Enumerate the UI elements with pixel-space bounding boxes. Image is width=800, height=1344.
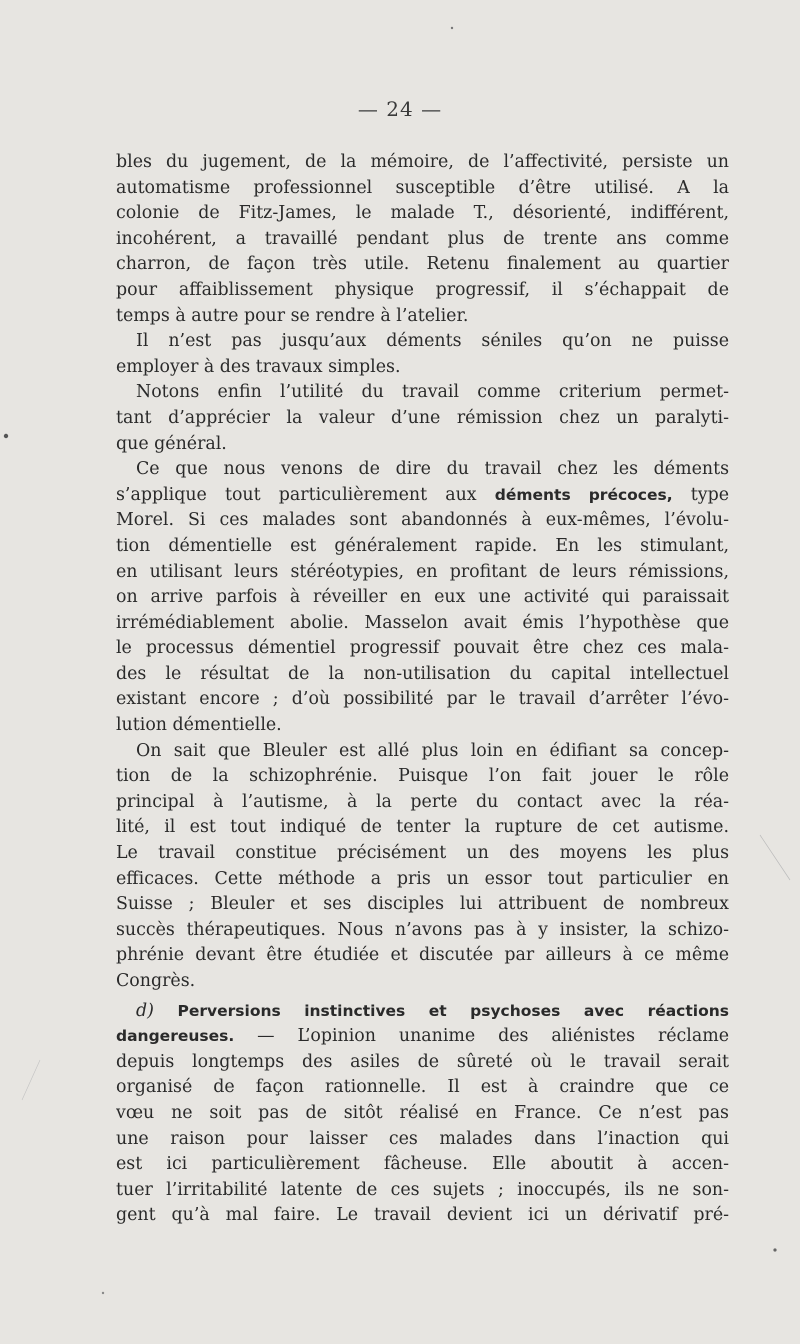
section-letter: d) bbox=[136, 1000, 154, 1021]
text-line: temps à autre pour se rendre à l’atelier. bbox=[116, 305, 469, 326]
text-line: que général. bbox=[116, 433, 227, 454]
text-line: Ce que nous venons de dire du travail chez les déments bbox=[136, 459, 729, 480]
text-line: gent qu’à mal faire. Le travail devient ici un dérivatif pré- bbox=[116, 1205, 729, 1226]
text-segment: — L’opinion unanime des aliénistes réclame bbox=[257, 1026, 729, 1047]
bold-term: déments précoces, bbox=[494, 485, 673, 504]
text-line: vœu ne soit pas de sitôt réalisé en France. Ce n’est pas bbox=[116, 1102, 729, 1123]
text-line: une raison pour laisser ces malades dans l’inaction qui bbox=[116, 1128, 729, 1149]
text-line: phrénie devant être étudiée et discutée par ailleurs à ce même bbox=[116, 945, 729, 966]
text-line: incohérent, a travaillé pendant plus de trente ans comme bbox=[116, 228, 729, 249]
text-line: bles du jugement, de la mémoire, de l’affectivité, persiste un bbox=[116, 152, 729, 172]
text-segment: type bbox=[690, 484, 729, 505]
section-heading: Perversions instinctives et psychoses avec réactions bbox=[177, 1001, 729, 1020]
text-line: existant encore ; d’où possibilité par le travail d’arrêter l’évo- bbox=[116, 689, 729, 710]
text-line: on arrive parfois à réveiller en eux une activité qui paraissait bbox=[116, 587, 729, 608]
text-line: en utilisant leurs stéréotypies, en profitant de leurs rémissions, bbox=[116, 561, 729, 582]
text-line: Notons enfin l’utilité du travail comme criterium permet- bbox=[136, 382, 729, 403]
text-line: lité, il est tout indiqué de tenter la rupture de cet autisme. bbox=[116, 817, 729, 838]
text-line: Morel. Si ces malades sont abandonnés à eux-mêmes, l’évolu- bbox=[116, 510, 729, 531]
section-heading-cont: dangereuses. bbox=[116, 1027, 235, 1046]
body-text bbox=[116, 150, 729, 1229]
text-line: Le travail constitue précisément un des moyens les plus bbox=[116, 843, 729, 864]
text-line: est ici particulièrement fâcheuse. Elle aboutit à accen- bbox=[116, 1154, 729, 1175]
text-line: Il n’est pas jusqu’aux déments séniles qu’on ne puisse bbox=[136, 331, 729, 352]
text-line: Suisse ; Bleuler et ses disciples lui attribuent de nombreux bbox=[116, 894, 729, 915]
section-heading-line bbox=[116, 999, 729, 1025]
text-line: principal à l’autisme, à la perte du contact avec la réa- bbox=[116, 791, 729, 812]
text-line bbox=[116, 1024, 729, 1050]
text-line bbox=[116, 483, 729, 509]
text-line: On sait que Bleuler est allé plus loin en édifiant sa concep- bbox=[136, 740, 729, 761]
text-line: pour affaiblissement physique progressif, il s’échappait de bbox=[116, 279, 729, 300]
text-line: colonie de Fitz-James, le malade T., désorienté, indifférent, bbox=[116, 203, 729, 224]
text-line: tion démentielle est généralement rapide. En les stimulant, bbox=[116, 535, 729, 556]
text-line: depuis longtemps des asiles de sûreté où le travail serait bbox=[116, 1051, 729, 1072]
text-line: employer à des travaux simples. bbox=[116, 356, 401, 377]
text-line: le processus démentiel progressif pouvait être chez ces mala- bbox=[116, 638, 729, 659]
text-line: organisé de façon rationnelle. Il est à craindre que ce bbox=[116, 1077, 729, 1098]
text-line: automatisme professionnel susceptible d’être utilisé. A la bbox=[116, 177, 729, 198]
text-line: irrémédiablement abolie. Masselon avait émis l’hypothèse que bbox=[116, 612, 729, 633]
text-line: lution démentielle. bbox=[116, 715, 282, 736]
text-line: succès thérapeutiques. Nous n’avons pas à y insister, la schizo- bbox=[116, 919, 729, 940]
text-line: tion de la schizophrénie. Puisque l’on fait jouer le rôle bbox=[116, 766, 729, 787]
text-line: tant d’apprécier la valeur d’une rémission chez un paralyti- bbox=[116, 407, 729, 428]
text-line: des le résultat de la non-utilisation du capital intellectuel bbox=[116, 663, 729, 684]
text-line: efficaces. Cette méthode a pris un essor tout particulier en bbox=[116, 868, 729, 889]
text-line: tuer l’irritabilité latente de ces sujets ; inoccupés, ils ne son- bbox=[116, 1179, 729, 1200]
text-segment: s’applique tout particulièrement aux bbox=[116, 484, 477, 505]
text-line: charron, de façon très utile. Retenu finalement au quartier bbox=[116, 254, 729, 275]
text-line: Congrès. bbox=[116, 971, 196, 991]
page-number: — 24 — bbox=[357, 97, 443, 121]
